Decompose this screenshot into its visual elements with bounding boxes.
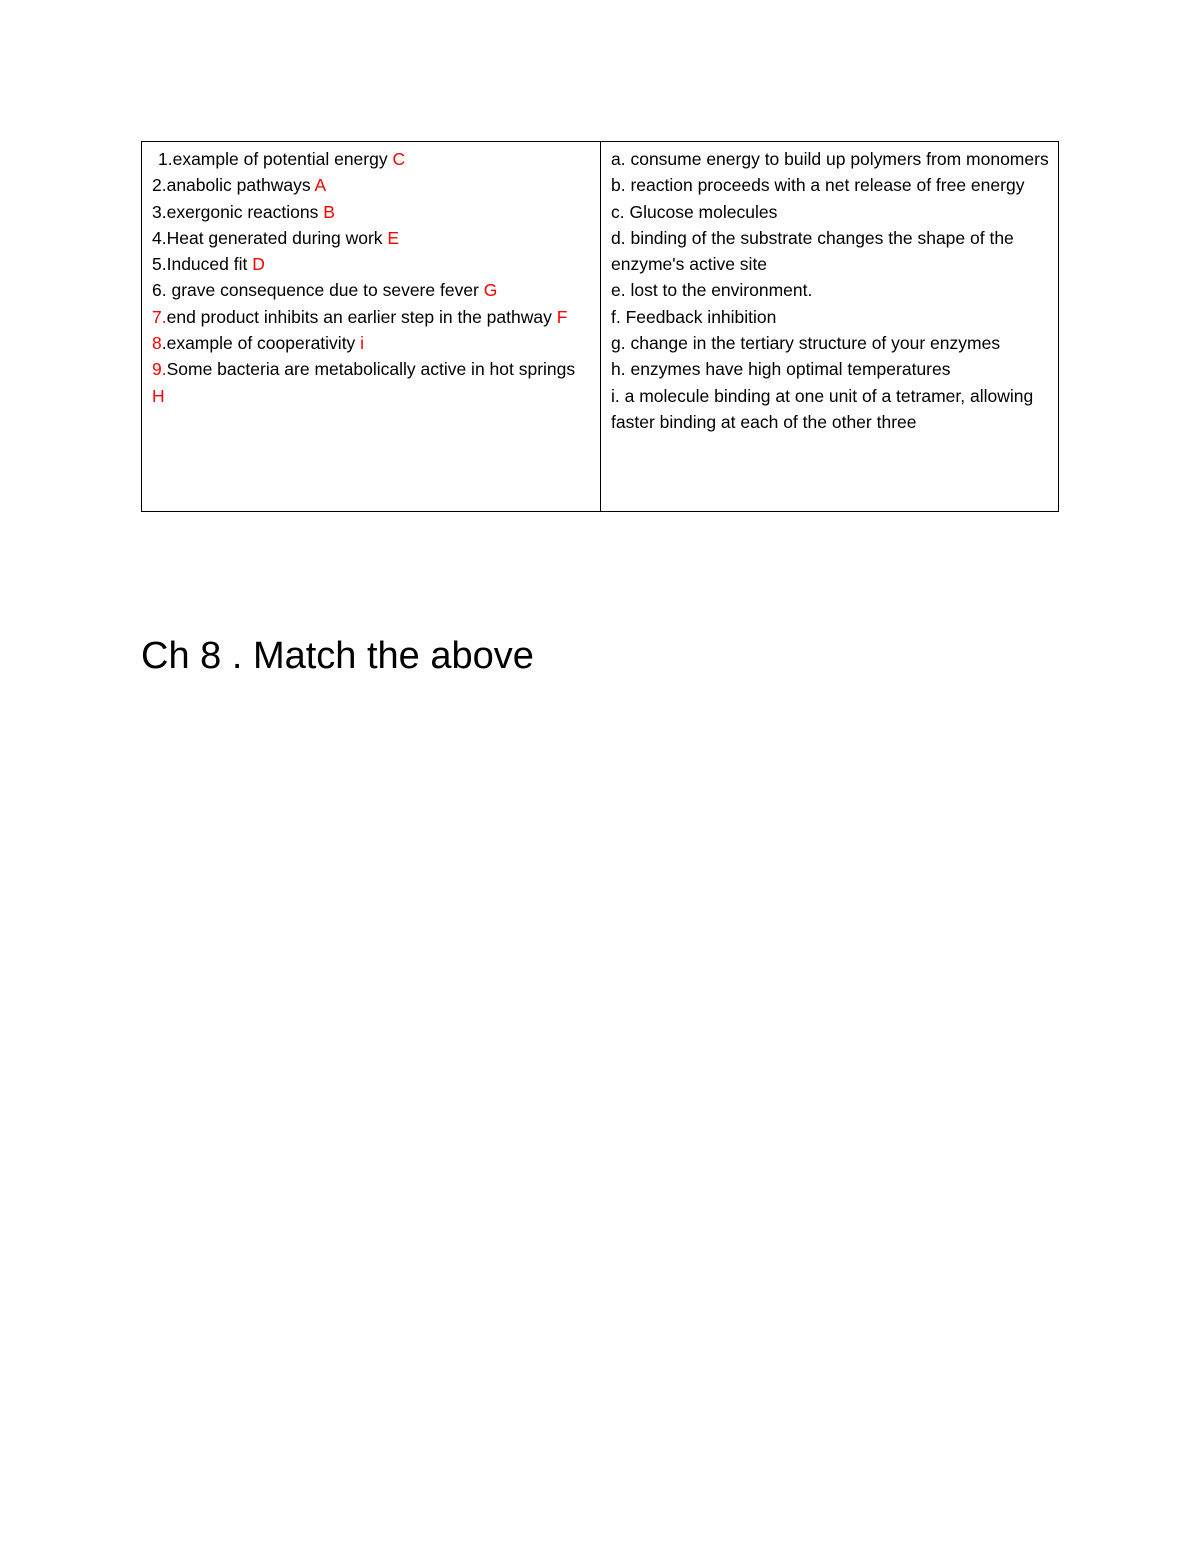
term-answer: E xyxy=(387,227,400,248)
definitions-column xyxy=(601,142,1058,511)
term-label: 3.exergonic reactions xyxy=(152,201,324,222)
term-number: 8 xyxy=(152,333,162,354)
term-label: 2.anabolic pathways xyxy=(152,175,315,196)
definition-a: a. consume energy to build up polymers from monomers xyxy=(611,149,1049,169)
term-text: .example of cooperativity xyxy=(161,333,361,354)
term-text: end product inhibits an earlier step in the pathway xyxy=(166,306,557,327)
term-answer: H xyxy=(152,385,165,406)
matching-table xyxy=(141,141,1059,512)
term-item-5 xyxy=(152,251,590,277)
term-item-1 xyxy=(152,146,590,172)
definition-i: i. a molecule binding at one unit of a tetramer, allowing faster binding at each of the other three xyxy=(611,385,1034,432)
definition-f: f. Feedback inhibition xyxy=(611,306,777,327)
term-answer: C xyxy=(392,149,406,169)
term-label: 5.Induced fit xyxy=(152,254,253,275)
term-item-8 xyxy=(152,330,590,356)
definition-d: d. binding of the substrate changes the shape of the enzyme's active site xyxy=(611,227,1014,275)
definition-b: b. reaction proceeds with a net release of free energy xyxy=(611,175,1025,196)
term-answer: A xyxy=(314,175,327,196)
terms-column xyxy=(142,142,601,511)
term-item-2 xyxy=(152,172,590,198)
term-item-6 xyxy=(152,277,590,303)
page-heading: Ch 8 . Match the above xyxy=(141,635,534,677)
term-item-3 xyxy=(152,199,590,225)
term-answer: D xyxy=(252,254,265,275)
term-label: 6. grave consequence due to severe fever xyxy=(152,280,484,301)
term-item-7 xyxy=(152,304,590,330)
term-item-4 xyxy=(152,225,590,251)
definition-e: e. lost to the environment. xyxy=(611,280,813,301)
definition-h: h. enzymes have high optimal temperatures xyxy=(611,359,951,380)
term-answer: F xyxy=(556,306,568,327)
term-answer: i xyxy=(360,333,365,354)
term-label: 4.Heat generated during work xyxy=(152,227,388,248)
term-number: 9. xyxy=(152,359,167,380)
term-label: 1.example of potential energy xyxy=(158,149,393,169)
term-answer: G xyxy=(483,280,498,301)
term-item-9 xyxy=(152,356,590,409)
term-text: Some bacteria are metabolically active in hot springs xyxy=(166,359,576,380)
definition-c: c. Glucose molecules xyxy=(611,201,778,222)
definition-g: g. change in the tertiary structure of your enzymes xyxy=(611,333,1001,354)
term-answer: B xyxy=(323,201,335,222)
term-number: 7. xyxy=(152,306,167,327)
